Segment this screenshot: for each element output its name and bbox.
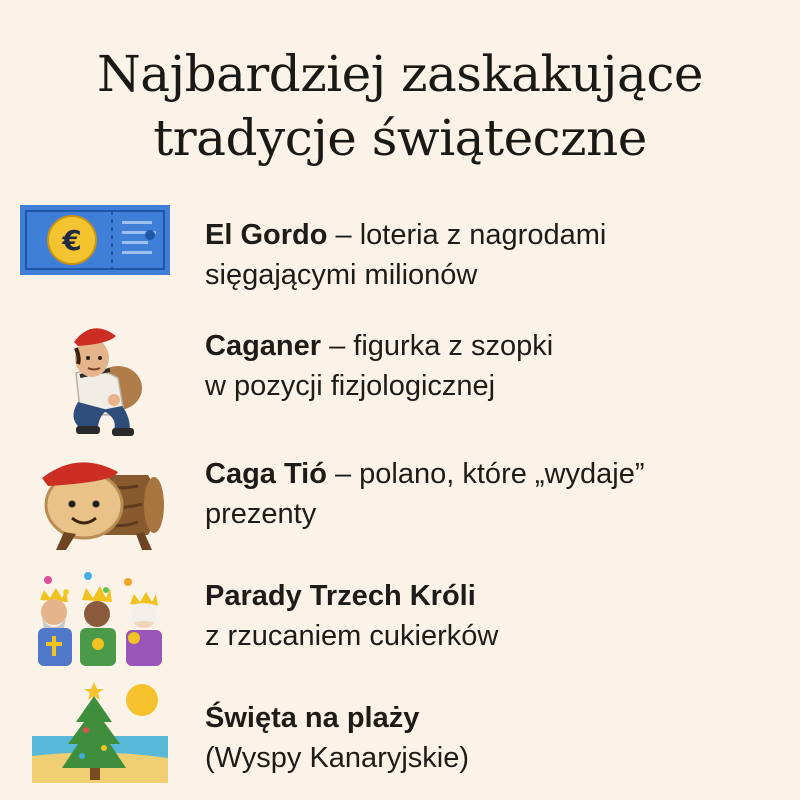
tradition-description: – figurka z szopki: [321, 330, 554, 362]
tradition-description: – loteria z nagrodami: [327, 219, 607, 251]
tradition-name: Święta na plaży: [205, 702, 420, 734]
caga-tio-log-icon: [18, 450, 168, 560]
list-item-el-gordo: [0, 205, 800, 315]
tradition-description-line2: z rzucaniem cukierków: [205, 620, 499, 652]
beach-christmas-tree-icon: [18, 678, 168, 788]
list-item-three-kings: [0, 570, 800, 680]
tradition-name: Caga Tió: [205, 458, 327, 490]
list-item-beach-christmas: [0, 678, 800, 788]
tradition-description-line2: prezenty: [205, 498, 317, 530]
tradition-description: – polano, które „wydaje”: [326, 458, 645, 490]
tradition-name: El Gordo: [205, 219, 328, 251]
three-kings-icon: [18, 570, 168, 680]
title-line-2: tradycje świąteczne: [153, 109, 647, 167]
page-title: [0, 42, 800, 170]
list-item-caganer: [0, 318, 800, 428]
svg-text:€: €: [62, 224, 82, 257]
list-item-caga-tio: [0, 450, 800, 560]
tradition-description-line2: sięgającymi milionów: [205, 259, 478, 291]
tradition-name: Caganer: [205, 330, 322, 362]
tradition-name: Parady Trzech Króli: [205, 580, 476, 612]
caganer-figurine-icon: [18, 318, 168, 428]
lottery-ticket-icon: [18, 205, 168, 315]
tradition-description-line2: (Wyspy Kanaryjskie): [205, 742, 470, 774]
tradition-description-line2: w pozycji fizjologicznej: [205, 370, 496, 402]
title-line-1: Najbardziej zaskakujące: [97, 45, 703, 103]
